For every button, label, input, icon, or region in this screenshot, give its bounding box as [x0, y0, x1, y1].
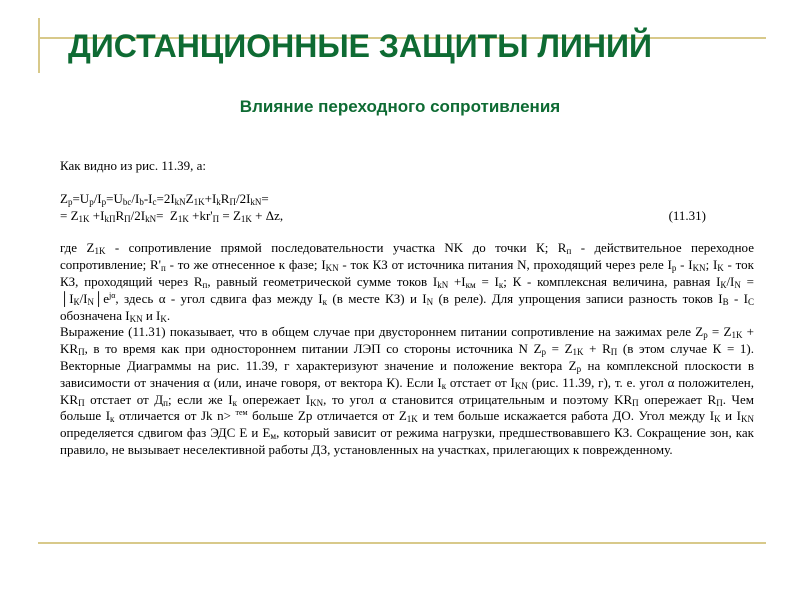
intro-line: Как видно из рис. 11.39, а:	[60, 158, 206, 173]
closing-sentence: Сокращение зон, как правило, не вызывает неселективной работы ДЗ, установленных на участках, прилегающих к поврежденному.	[60, 425, 754, 457]
slide-subtitle: Влияние переходного сопротивления	[239, 97, 561, 116]
slide-title: ДИСТАНЦИОННЫЕ ЗАЩИТЫ ЛИНИЙ	[68, 28, 652, 64]
slide-body	[60, 158, 754, 459]
equation-line-1: $Z_p=U_p/I_p=U_{bc}/I_b-I_c=2I_{kN}Z_{1K}+I_kR_П/2I_{kN}=$	[60, 190, 269, 207]
analysis-paragraph: Выражение (11.31) показывает, что в общем случае при двустороннем питании сопротивление на зажимах реле $Z_р = Z_{1K} + KR_П$, в то время как при одностороннем питании ЛЭП со стороны источника N $Z_р = Z_{1K} + R_П$ (в этом случае К = 1). Векторные Диаграммы на рис. 11.39, г характеризуют значение и положение вектора $Z_р$ на комплексной плоскости в зависимости от значения α (или, иначе говоря, от вектора К). Если $I_к$ отстает от $I_{KN}$ (рис. 11.39, г), т. е. угол α положителен, $KR_П$ отстает от $Д_п$; если же $I_к$ опережает $I_{KN}$, то угол α становится отрицательным и поэтому $KR_П$ опережает $R_П$. Чем больше $I_к$ отличается от Jk n> $^{тем}$ больше Zр отличается от $Z_{1K}$ и тем больше искажается работа ДО. Угол между $I_K$ и $I_{KN}$ определяется сдвигом фаз ЭДС Е и $Е_м$, который зависит от режима нагрузки, предшествовавшего КЗ. Сокращение зон, как правило, не вызывает неселективной работы ДЗ, установленных на участках, прилегающих к поврежденному.	[60, 324, 755, 457]
left-rule	[38, 18, 40, 73]
definitions-paragraph: где $Z_{1K}$ - сопротивление прямой последовательности участка NK до точки К; $R_п$ - действительное переходное сопротивление; $R'_п$ - то же отнесенное к фазе; $I_{KN}$ - ток КЗ от источника питания N, проходящий через реле $I_р - I_{KN}$; $I_K$ - ток КЗ, проходящий через $R_п$, равный геометрической сумме токов $I_{kN} +I_{км} = I_к$; К - комплексная величина, равная $I_К/I_N$ = $│I_К/I_N│e^{j\alpha}$, здесь α - угол сдвига фаз между $I_к$ (в месте КЗ) и $I_N$ (в реле). Для упрощения записи разность токов $I_В - I_С$ обозначена $I_{KN}$ и $I_K$.	[60, 240, 754, 324]
bottom-rule	[38, 542, 766, 544]
equation-number: (11.31)	[668, 207, 706, 223]
equation-line-2: = $Z_{1K} +I_{kП}R_П/2I_{kN}= Z_{1K} +kr'_П = Z_{1K} + \Delta z$, (11.31)	[60, 207, 706, 224]
